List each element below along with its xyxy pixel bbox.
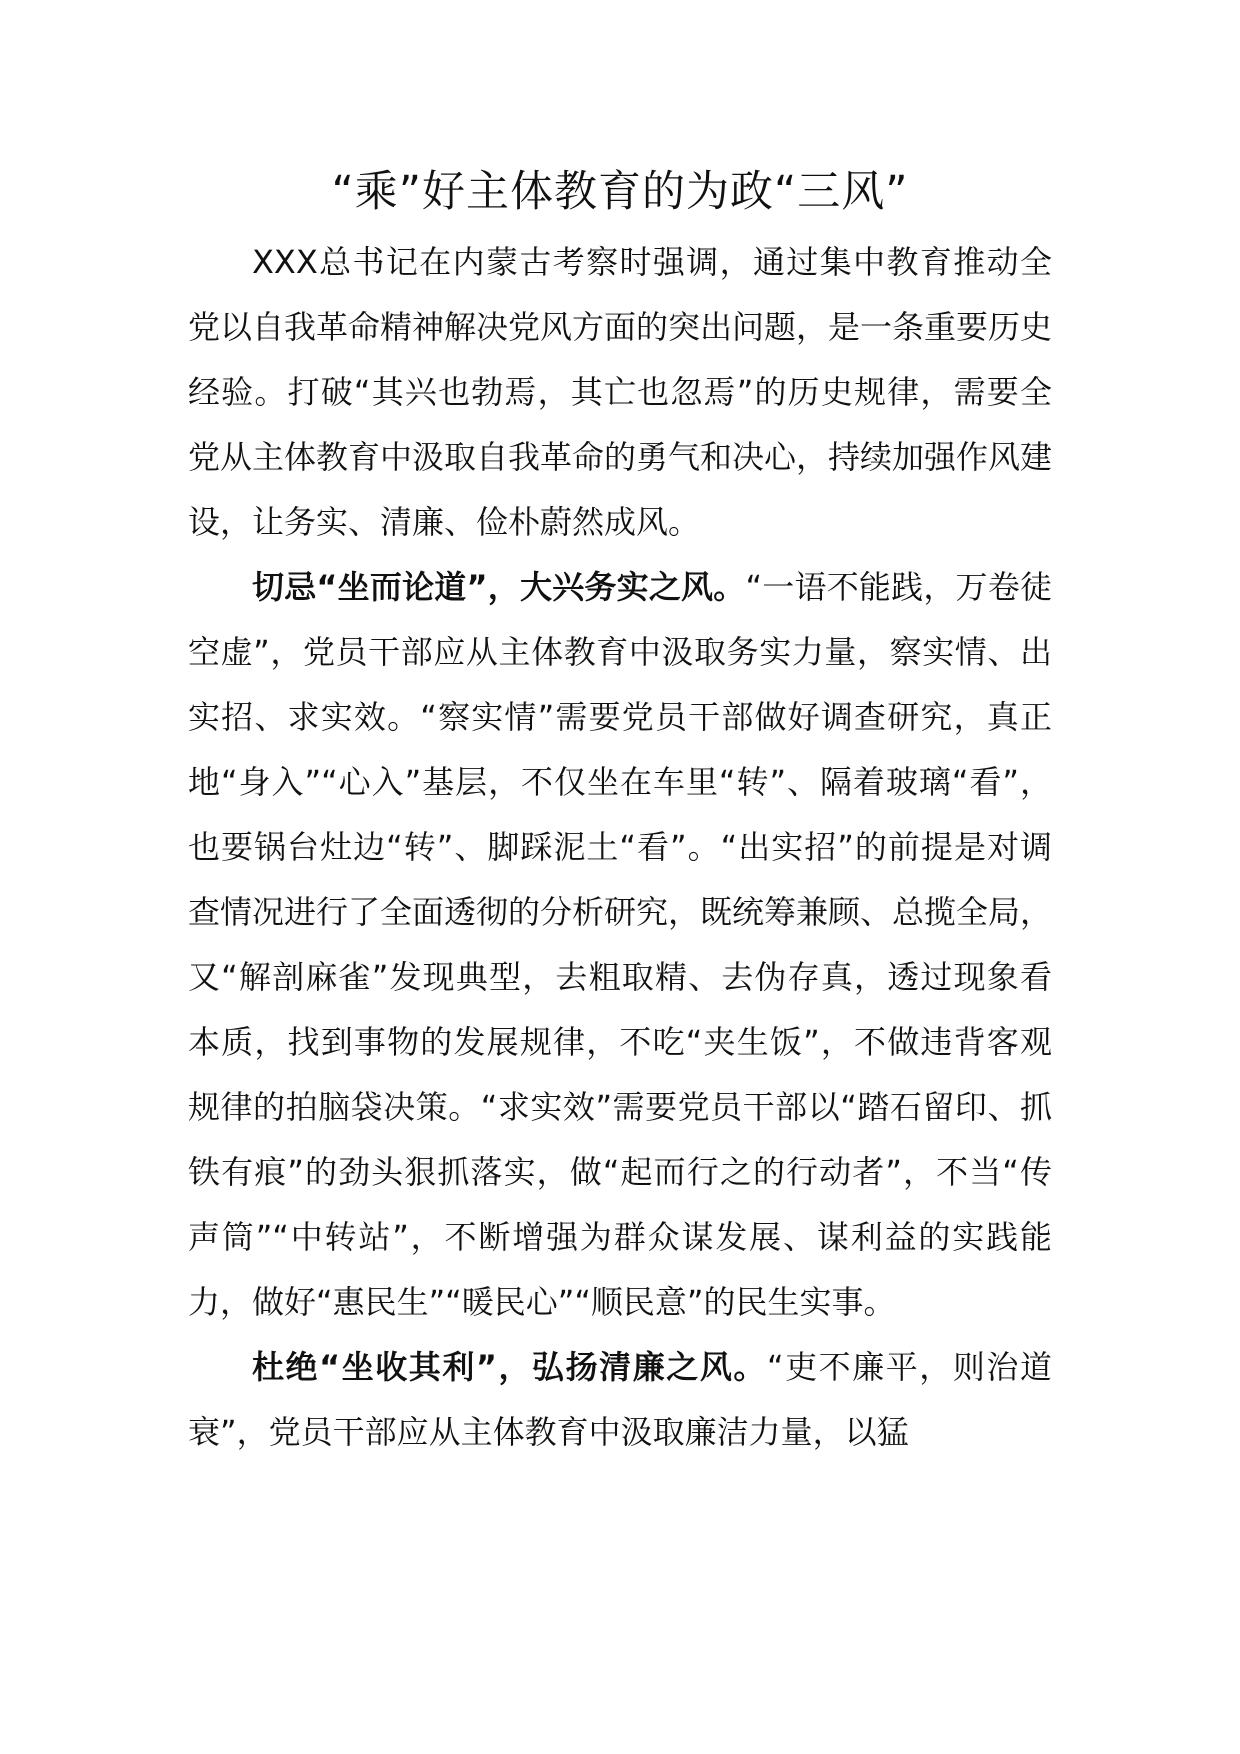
paragraph-text: XXX总书记在内蒙古考察时强调，通过集中教育推动全党以自我革命精神解决党风方面的突出问题，是一条重要历史经验。打破“其兴也勃焉，其亡也忽焉”的历史规律，需要全党从主体教育中汲取自我革命的勇气和决心，持续加强作风建设，让务实、清廉、俭朴蔚然成风。: [188, 243, 1053, 541]
document-title: “乘”好主体教育的为政“三风”: [331, 167, 909, 217]
document-body: [188, 230, 1052, 1465]
paragraph-text: “一语不能践，万卷徒空虚”，党员干部应从主体教育中汲取务实力量，察实情、出实招、求实效。“察实情”需要党员干部做好调查研究，真正地“身入”“心入”基层，不仅坐在车里“转”、隔着玻璃“看”，也要锅台灶边“转”、脚踩泥土“看”。“出实招”的前提是对调查情况进行了全面透彻的分析研究，既统筹兼顾、总揽全局，又“解剖麻雀”发现典型，去粗取精、去伪存真，透过现象看本质，找到事物的发展规律，不吃“夹生饭”，不做违背客观规律的拍脑袋决策。“求实效”需要党员干部以“踏石留印、抓铁有痕”的劲头狠抓落实，做“起而行之的行动者”，不当“传声筒”“中转站”，不断增强为群众谋发展、谋利益的实践能力，做好“惠民生”“暖民心”“顺民意”的民生实事。: [188, 568, 1053, 1321]
paragraph-lead: 杜绝“坐收其利”，弘扬清廉之风。: [252, 1348, 767, 1386]
paragraph-text: “吏不廉平，则治道衰”，党员干部应从主体教育中汲取廉洁力量，以猛: [188, 1348, 1052, 1451]
paragraph-pragmatism: [188, 555, 1052, 1335]
paragraph-integrity: [188, 1335, 1052, 1465]
paragraph-intro: [188, 230, 1052, 555]
paragraph-lead: 切忌“坐而论道”，大兴务实之风。: [252, 568, 746, 606]
